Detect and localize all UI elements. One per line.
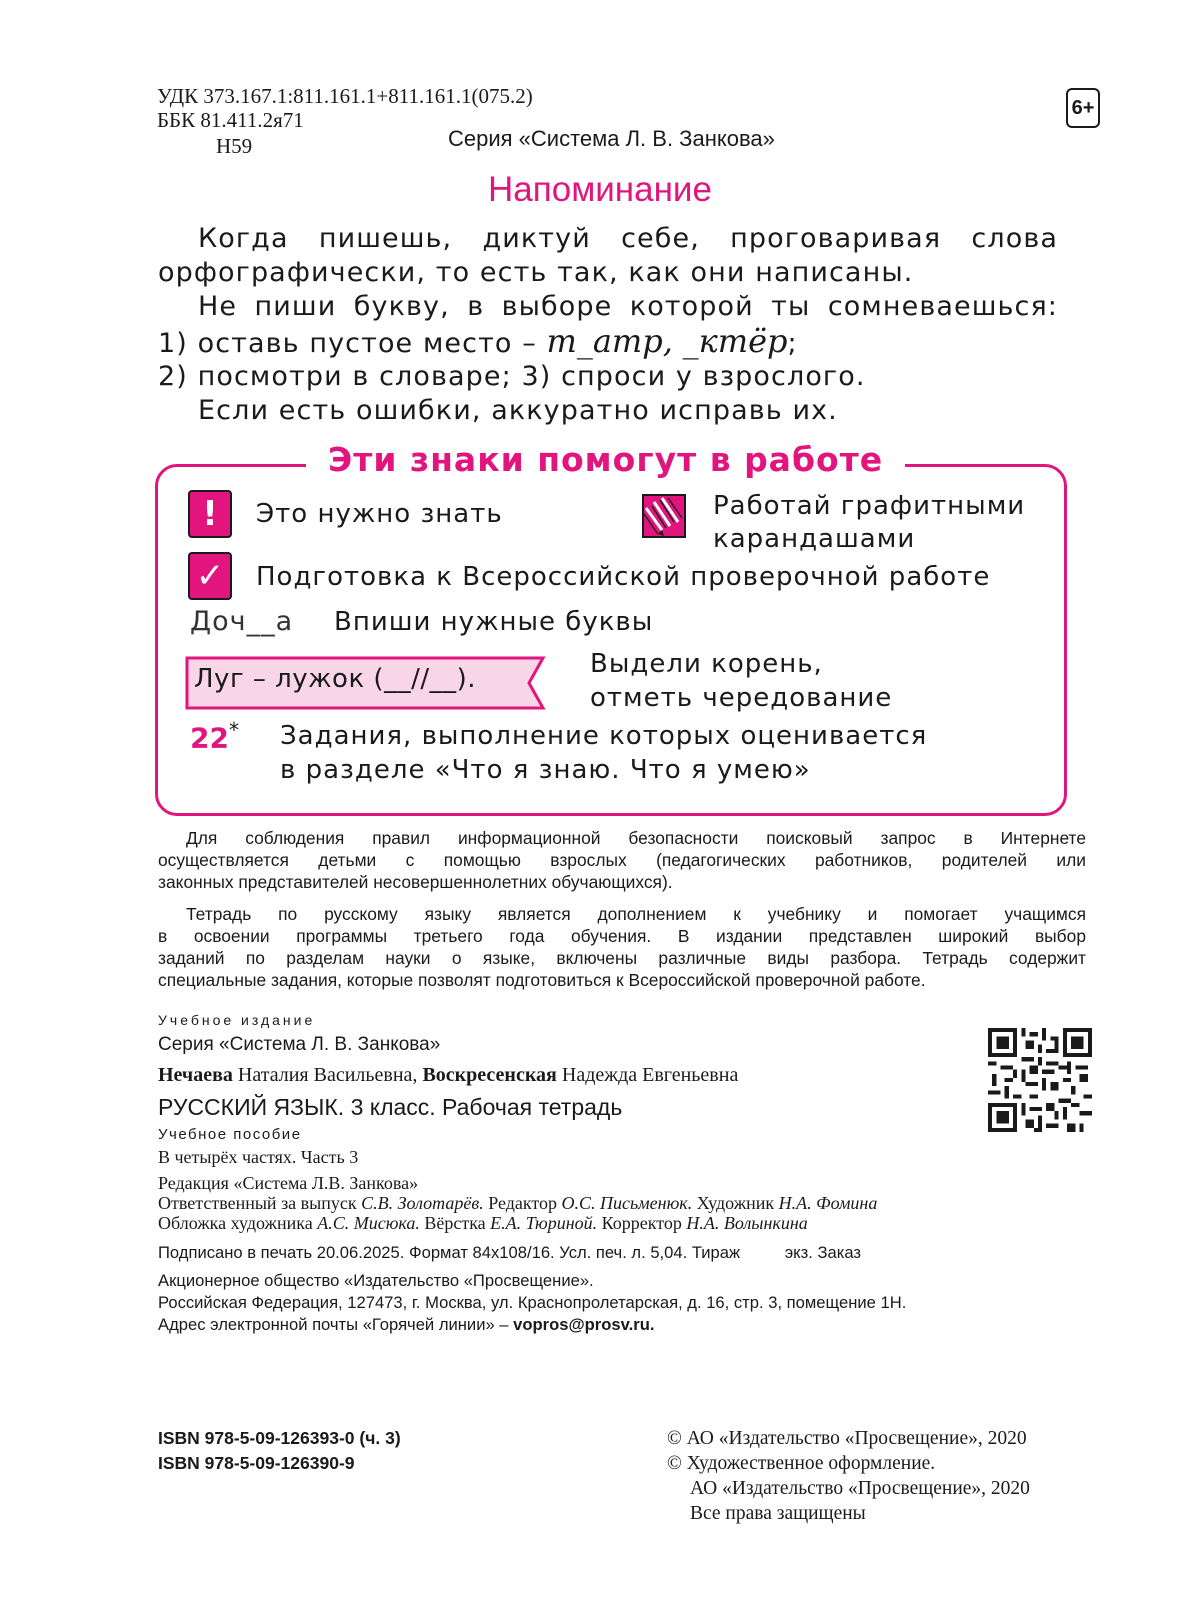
copyright-line-2: © Художественное оформление. <box>667 1453 936 1474</box>
exclamation-icon: ! <box>188 490 232 538</box>
legend-root-line-1: Выдели корень, <box>590 649 823 679</box>
notice-p1-l3: законных представителей несовершеннолетних обучающихся). <box>158 872 673 892</box>
imprint-parts: В четырёх частях. Часть 3 <box>158 1147 359 1167</box>
handwritten-example-1: т_атр, <box>546 322 673 360</box>
legend-star-line-2: в разделе «Что я знаю. Что я умею» <box>280 755 811 785</box>
copyright-line-3: АО «Издательство «Просвещение», 2020 <box>690 1478 1030 1499</box>
reminder-line-4-text: 1) оставь пустое место – <box>158 328 537 359</box>
credit-person: С.В. Золотарёв. <box>361 1193 484 1213</box>
copyright-line-1: © АО «Издательство «Просвещение», 2020 <box>667 1428 1027 1449</box>
notice-p2-l1: Тетрадь по русскому языку является дополнением к учебнику и помогает учащимся <box>186 904 1086 924</box>
reminder-line-4 <box>158 324 1038 361</box>
reminder-line-5: 2) посмотри в словаре; 3) спроси у взрослого. <box>158 361 866 392</box>
imprint-series: Серия «Система Л. В. Занкова» <box>158 1034 441 1055</box>
email-address: vopros@prosv.ru. <box>513 1315 655 1334</box>
imprint-type: Учебное пособие <box>158 1126 302 1143</box>
reminder-title: Напоминание <box>488 170 712 209</box>
publisher-email-line <box>158 1314 654 1336</box>
reminder-line-4-end: ; <box>787 328 798 359</box>
credit-person: Н.А. Волынкина <box>686 1213 808 1233</box>
age-rating-badge: 6+ <box>1066 88 1100 128</box>
qr-code-icon <box>988 1028 1092 1132</box>
reminder-line-6: Если есть ошибки, аккуратно исправь их. <box>198 395 838 426</box>
star-mark: * <box>228 718 239 742</box>
imprint-redaction: Редакция «Система Л.В. Занкова» <box>158 1173 419 1193</box>
handwritten-example-2: _ктёр <box>682 322 788 360</box>
legend-title: Эти знаки помогут в работе <box>306 440 905 479</box>
print-line <box>158 1242 861 1264</box>
imprint-credits-1 <box>158 1192 877 1214</box>
edition-type: Учебное издание <box>158 1012 316 1028</box>
author-code: Н59 <box>216 134 253 158</box>
isbn-part-3: ISBN 978-5-09-126393-0 (ч. 3) <box>158 1428 401 1448</box>
publisher-line-1: Акционерное общество «Издательство «Просвещение». <box>158 1271 594 1290</box>
reminder-line-1: Когда пишешь, диктуй себе, проговаривая слова <box>198 223 1058 254</box>
author-2-first: Надежда Евгеньевна <box>561 1064 739 1086</box>
legend-pencils-line-1: Работай графитными <box>713 491 1026 521</box>
imprint-authors <box>158 1064 738 1086</box>
legend-know-text: Это нужно знать <box>256 499 503 529</box>
credit-role: Редактор <box>488 1193 557 1213</box>
udc-code: УДК 373.167.1:811.161.1+811.161.1(075.2) <box>157 84 533 108</box>
credit-role: Художник <box>696 1193 775 1213</box>
publisher-line-2: Российская Федерация, 127473, г. Москва, ул. Краснопролетарская, д. 16, стр. 3, помещение 1Н. <box>158 1293 907 1312</box>
credit-person: Е.А. Тюриной. <box>490 1213 598 1233</box>
credit-role: Ответственный за выпуск <box>158 1193 357 1213</box>
author-1-last: Нечаева <box>158 1064 233 1086</box>
legend-vpr-text: Подготовка к Всероссийской проверочной работе <box>256 562 991 592</box>
reminder-line-2: орфографически, то есть так, как они написаны. <box>158 257 914 288</box>
notice-p1-l2: осуществляется детьми с помощью взрослых (педагогических работников, родителей или <box>158 850 1086 870</box>
author-1-first: Наталия Васильевна, <box>237 1064 418 1086</box>
notice-p2-l2: в освоении программы третьего года обучения. В издании представлен широкий выбор <box>158 926 1086 946</box>
credit-person: А.С. Мисюка. <box>317 1213 420 1233</box>
credit-role: Корректор <box>601 1213 682 1233</box>
copyright-line-4: Все права защищены <box>690 1503 866 1524</box>
credit-person: Н.А. Фомина <box>778 1193 878 1213</box>
notice-p2-l3: заданий по разделам науки о языке, включены различные виды разбора. Тетрадь содержит <box>158 948 1086 968</box>
print-line-main: Подписано в печать 20.06.2025. Формат 84x108/16. Усл. печ. л. 5,04. Тираж <box>158 1243 741 1262</box>
legend-star-line-1: Задания, выполнение которых оценивается <box>280 721 928 751</box>
book-title-main: РУССКИЙ ЯЗЫК. <box>158 1094 345 1120</box>
email-label: Адрес электронной почты «Горячей линии» – <box>158 1315 509 1334</box>
reminder-line-3: Не пиши букву, в выборе которой ты сомневаешься: <box>198 291 1058 322</box>
author-2-last: Воскресенская <box>422 1064 557 1086</box>
legend-fill-text: Впиши нужные буквы <box>334 607 654 637</box>
credit-person: О.С. Письменюк. <box>561 1193 693 1213</box>
bbk-code: ББК 81.411.2я71 <box>157 108 304 132</box>
checkmark-icon: ✓ <box>188 552 232 600</box>
isbn-set: ISBN 978-5-09-126390-9 <box>158 1453 355 1473</box>
book-title <box>158 1094 622 1121</box>
credit-role: Вёрстка <box>424 1213 486 1233</box>
star-task-number-digits: 22 <box>190 721 229 755</box>
legend-pencils-line-2: карандашами <box>713 524 916 554</box>
legend-fill-example: Доч__а <box>190 606 294 637</box>
imprint-credits-2 <box>158 1212 808 1234</box>
pencils-icon <box>642 494 686 538</box>
credit-role: Обложка художника <box>158 1213 313 1233</box>
series-title: Серия «Система Л. В. Занкова» <box>448 126 775 151</box>
notice-p1-l1: Для соблюдения правил информационной безопасности поисковый запрос в Интернете <box>186 828 1086 848</box>
star-task-number <box>190 718 239 754</box>
print-line-tail: экз. Заказ <box>784 1243 861 1262</box>
notice-p2-l4: специальные задания, которые позволят подготовиться к Всероссийской проверочной работе. <box>158 970 926 990</box>
legend-root-example: Луг – лужок (__//__). <box>194 664 477 694</box>
legend-root-line-2: отметь чередование <box>590 683 893 713</box>
book-title-sub: 3 класс. Рабочая тетрадь <box>350 1094 623 1120</box>
